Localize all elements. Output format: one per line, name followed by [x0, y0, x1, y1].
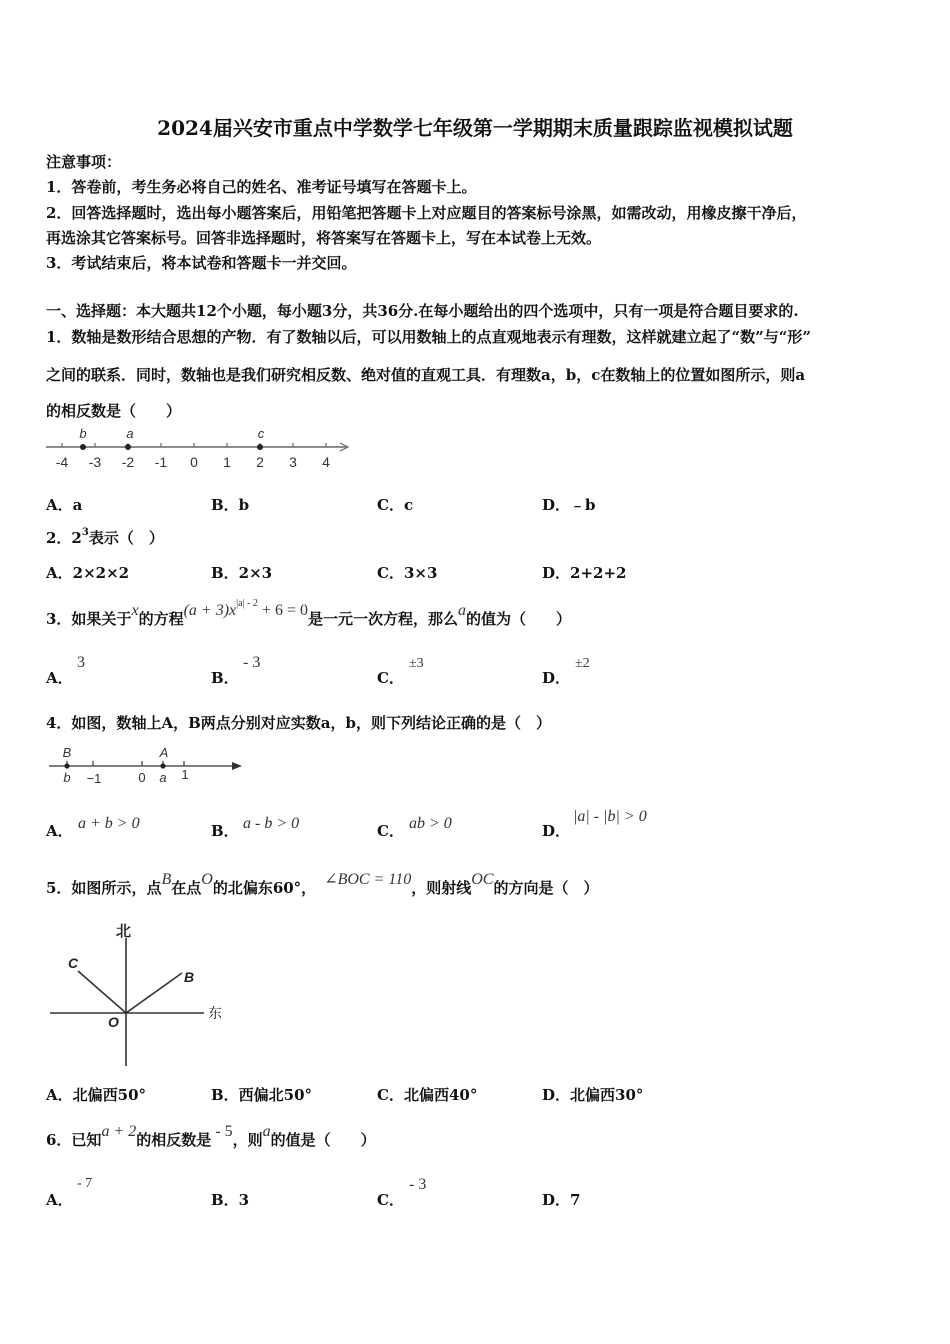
point-a	[125, 444, 131, 450]
q4-option-d-value: |a| - |b| > 0	[573, 808, 647, 825]
point-b	[80, 444, 86, 450]
tick-label: -2	[121, 454, 135, 470]
axis-label-0: 0	[138, 770, 146, 785]
ray-OC	[78, 971, 126, 1013]
tick-label: 2	[256, 454, 264, 470]
q6-option-c-value: - 3	[409, 1176, 427, 1193]
ray-OB	[126, 973, 182, 1013]
q3-option-b-label[interactable]: B．	[211, 669, 239, 687]
q6-option-a-value: - 7	[77, 1176, 93, 1191]
north-label: 北	[116, 923, 132, 940]
axis-label-a: a	[159, 770, 167, 785]
q5-direction-figure	[46, 918, 236, 1068]
q4-option-d-label[interactable]: D．	[542, 822, 571, 840]
axis-label-1: 1	[181, 767, 189, 782]
q2-option-d[interactable]: D．2+2+2	[542, 564, 627, 582]
axis-label-neg1: −1	[86, 771, 102, 786]
q1-line-3: 的相反数是（ ）	[46, 402, 182, 420]
q1-option-d[interactable]: D．﹣b	[542, 496, 596, 514]
q5-question: 5．如图所示，点B在点O的北偏东60°， ∠BOC = 110，则射线OC的方向是（ ）	[46, 871, 599, 897]
q4-number-line-figure	[46, 742, 246, 790]
q1-option-a[interactable]: A．a	[46, 496, 83, 514]
q6-option-a-label[interactable]: A．	[46, 1191, 73, 1209]
notice-item-2-line-1: 2．回答选择题时，选出每小题答案后，用铅笔把答题卡上对应题目的答案标号涂黑，如需改动，用橡皮擦干净后，	[46, 204, 807, 222]
arrow-icon	[232, 762, 242, 770]
tick-label: -3	[88, 454, 102, 470]
point-label-b: b	[79, 426, 87, 441]
q2-option-a[interactable]: A．2×2×2	[46, 564, 130, 582]
point-label-B: B	[62, 745, 72, 760]
tick-label: 1	[223, 454, 231, 470]
page-title: 2024届兴安市重点中学数学七年级第一学期期末质量跟踪监视模拟试题	[157, 116, 793, 140]
notice-item-1: 1．答卷前，考生务必将自己的姓名、准考证号填写在答题卡上。	[46, 178, 477, 196]
q3-option-a-value: 3	[77, 654, 85, 671]
q3-option-a-label[interactable]: A．	[46, 669, 73, 687]
q5-option-d[interactable]: D．北偏西30°	[542, 1086, 644, 1104]
q3-question: 3．如果关于x的方程$(a + 3)x^{|a| - 2} + 6 = 0$是一元一次方程，那么a的值为（ ）	[46, 598, 571, 628]
q3-option-b-value: - 3	[243, 654, 261, 671]
section-heading: 一、选择题：本大题共12个小题，每小题3分，共36分.在每小题给出的四个选项中，只有一项是符合题目要求的.	[46, 302, 799, 320]
q4-option-b-value: a - b > 0	[243, 815, 300, 832]
q4-option-a-label[interactable]: A．	[46, 822, 73, 840]
axis-label-b: b	[63, 770, 71, 785]
label-B: B	[184, 969, 195, 985]
notice-item-3: 3．考试结束后，将本试卷和答题卡一并交回。	[46, 254, 357, 272]
tick-label: -4	[55, 454, 69, 470]
q3-option-c-label[interactable]: C．	[377, 669, 404, 687]
q4-option-c-value: ab > 0	[409, 815, 452, 832]
q2-option-b[interactable]: B．2×3	[211, 564, 273, 582]
q5-option-c[interactable]: C．北偏西40°	[377, 1086, 478, 1104]
q6-question: 6．已知a + 2的相反数是 - 5，则a的值是（ ）	[46, 1123, 376, 1149]
q2-question: 2．$2^3$表示（ ）	[46, 527, 164, 547]
q6-option-d[interactable]: D．7	[542, 1191, 581, 1209]
q3-option-c-value: ±3	[409, 656, 424, 671]
tick-label: -1	[154, 454, 168, 470]
tick-label: 4	[322, 454, 330, 470]
q1-number-line-figure	[44, 425, 356, 475]
tick-label: 3	[289, 454, 297, 470]
point-c	[257, 444, 263, 450]
point-label-a: a	[126, 426, 134, 441]
q4-option-c-label[interactable]: C．	[377, 822, 404, 840]
notice-item-2-line-2: 再选涂其它答案标号。回答非选择题时，将答案写在答题卡上，写在本试卷上无效。	[46, 229, 602, 247]
q3-option-d-value: ±2	[575, 656, 590, 671]
q5-option-a[interactable]: A．北偏西50°	[46, 1086, 147, 1104]
point-b	[64, 763, 69, 768]
notice-heading: 注意事项：	[46, 153, 122, 171]
q4-option-b-label[interactable]: B．	[211, 822, 239, 840]
point-a	[160, 763, 165, 768]
east-label: 东	[208, 1005, 222, 1021]
q1-option-b[interactable]: B．b	[211, 496, 250, 514]
label-O: O	[108, 1014, 119, 1030]
q1-option-c[interactable]: C．c	[377, 496, 414, 514]
q1-line-1: 1．数轴是数形结合思想的产物．有了数轴以后，可以用数轴上的点直观地表示有理数，这样就建立起了“数”与“形”	[46, 328, 811, 346]
point-label-A: A	[159, 745, 169, 760]
tick-label: 0	[190, 454, 198, 470]
label-C: C	[68, 955, 79, 971]
q4-question: 4．如图，数轴上A，B两点分别对应实数a，b，则下列结论正确的是（ ）	[46, 714, 551, 732]
q4-option-a-value: a + b > 0	[78, 815, 140, 832]
point-label-c: c	[257, 426, 265, 441]
q3-option-d-label[interactable]: D．	[542, 669, 571, 687]
q1-line-2: 之间的联系．同时，数轴也是我们研究相反数、绝对值的直观工具．有理数a，b，c在数轴上的位置如图所示，则a	[46, 366, 806, 384]
q6-option-c-label[interactable]: C．	[377, 1191, 404, 1209]
q5-option-b[interactable]: B．西偏北50°	[211, 1086, 313, 1104]
q6-option-b[interactable]: B．3	[211, 1191, 250, 1209]
q2-option-c[interactable]: C．3×3	[377, 564, 438, 582]
